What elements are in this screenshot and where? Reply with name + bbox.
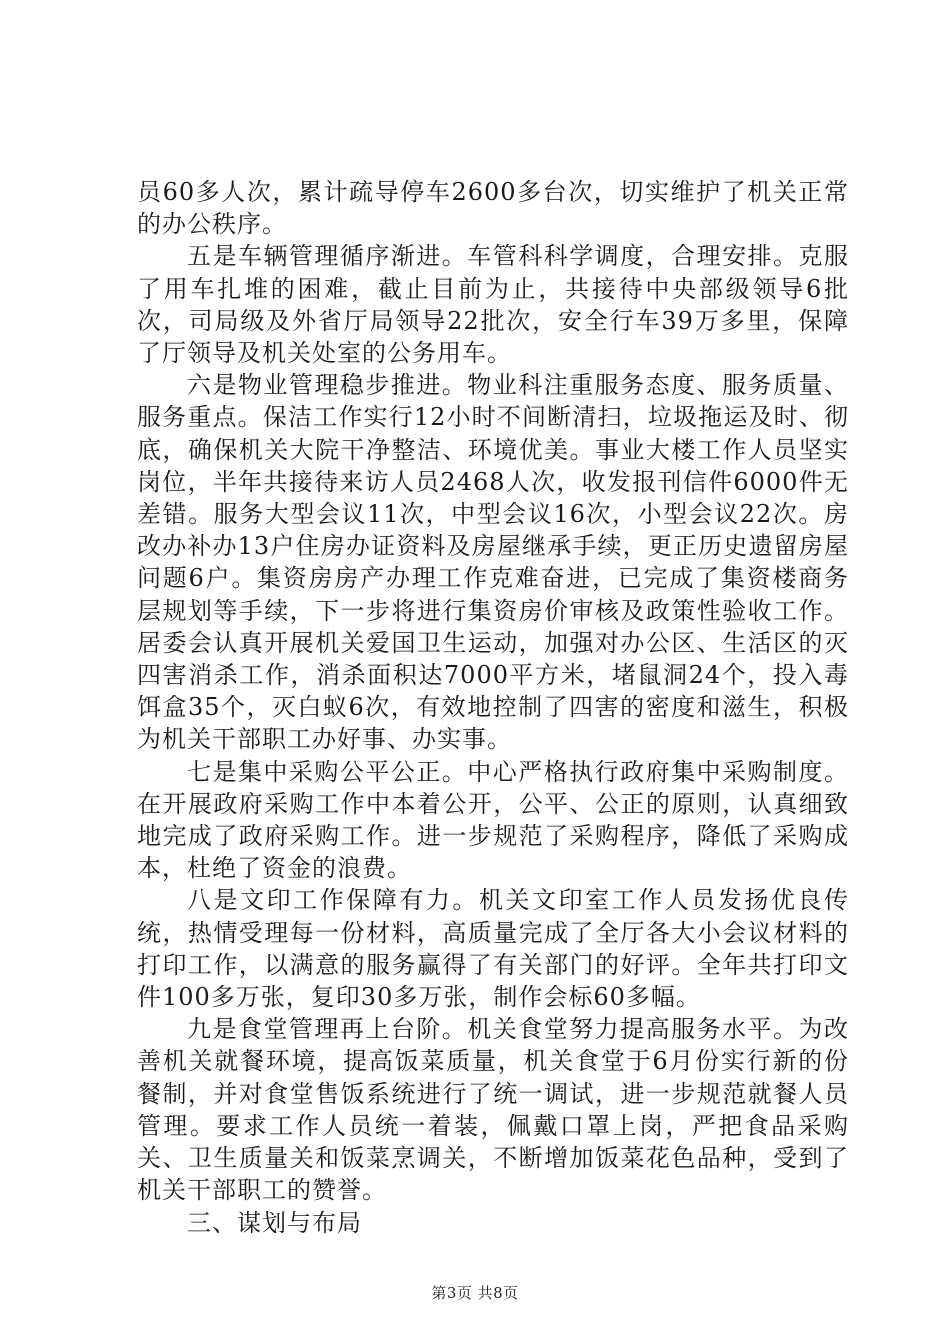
paragraph-centralized-procurement: 七是集中采购公平公正。中心严格执行政府集中采购制度。在开展政府采购工作中本着公开，公平、公正的原则，认真细致地完成了政府采购工作。进一步规范了采购程序，降低了采购成本，杜绝了资金的浪费。 bbox=[137, 757, 849, 883]
section-heading-planning: 三、谋划与布局 bbox=[187, 1208, 362, 1237]
document-body bbox=[137, 176, 849, 1239]
paragraph-continuation: 员60多人次，累计疏导停车2600多台次，切实维护了机关正常的办公秩序。 bbox=[137, 178, 849, 239]
paragraph-property-management: 六是物业管理稳步推进。物业科注重服务态度、服务质量、服务重点。保洁工作实行12小时不间断清扫，垃圾拖运及时、彻底，确保机关大院干净整洁、环境优美。事业大楼工作人员坚实岗位，半年共接待来访人员2468人次，收发报刊信件6000件无差错。服务大型会议11次，中型会议16次，小型会议22次。房改办补办13户住房办证资料及房屋继承手续，更正历史遗留房屋问题6户。集资房房产办理工作克难奋进，已完成了集资楼商务层规划等手续，下一步将进行集资房价审核及政策性验收工作。居委会认真开展机关爱国卫生运动，加强对办公区、生活区的灭四害消杀工作，消杀面积达7000平方米，堵鼠洞24个，投入毒饵盒35个，灭白蚁6次，有效地控制了四害的密度和滋生，积极为机关干部职工办好事、办实事。 bbox=[137, 371, 849, 754]
paragraph-vehicle-management: 五是车辆管理循序渐进。车管科科学调度，合理安排。克服了用车扎堆的困难，截止目前为止，共接待中央部级领导6批次，司局级及外省厅局领导22批次，安全行车39万多里，保障了厅领导及机关处室的公务用车。 bbox=[137, 242, 849, 368]
page-number-footer: 第3页 共8页 bbox=[431, 1284, 519, 1302]
paragraph-printing-work: 八是文印工作保障有力。机关文印室工作人员发扬优良传统，热情受理每一份材料，高质量完成了全厅各大小会议材料的打印工作，以满意的服务赢得了有关部门的好评。全年共打印文件100多万张，复印30多万张，制作会标60多幅。 bbox=[137, 886, 849, 1012]
paragraph-canteen-management: 九是食堂管理再上台阶。机关食堂努力提高服务水平。为改善机关就餐环境，提高饭菜质量，机关食堂于6月份实行新的份餐制，并对食堂售饭系统进行了统一调试，进一步规范就餐人员管理。要求工作人员统一着装，佩戴口罩上岗，严把食品采购关、卫生质量关和饭菜烹调关，不断增加饭菜花色品种，受到了机关干部职工的赞誉。 bbox=[137, 1015, 849, 1205]
